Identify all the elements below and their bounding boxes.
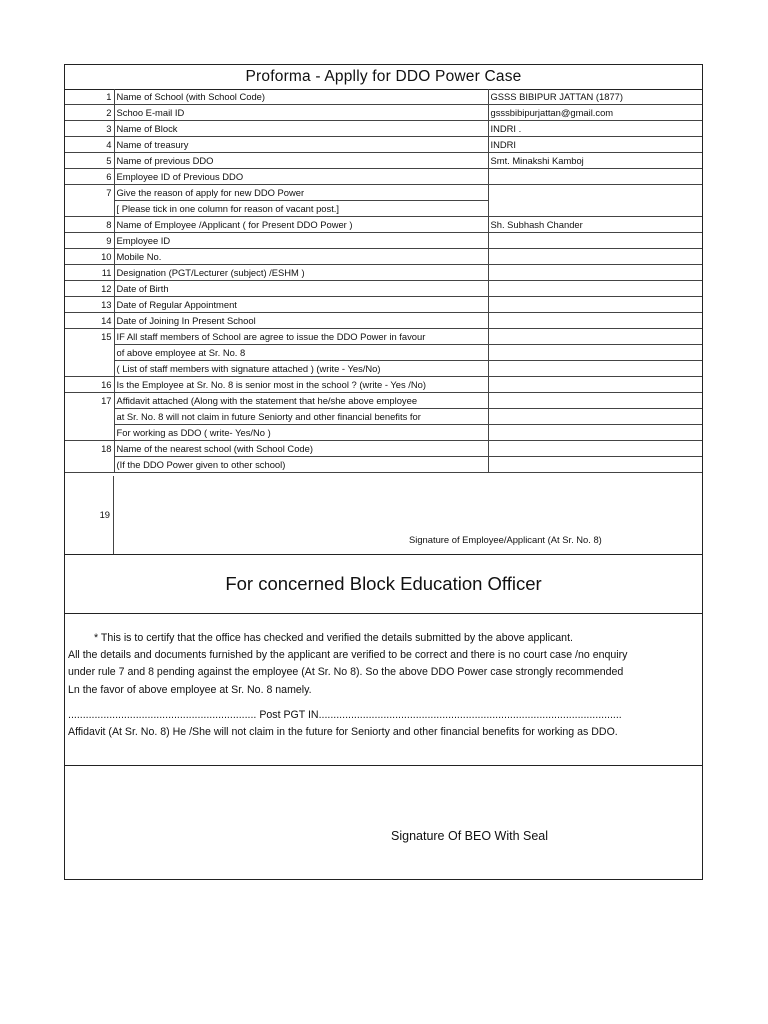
row-value: gsssbibipurjattan@gmail.com [488,105,702,121]
row-label: Name of the nearest school (with School Code) [114,441,488,457]
row-number: 15 [65,329,114,345]
row-value [488,329,702,345]
row-label: Date of Joining In Present School [114,313,488,329]
row-label: Name of treasury [114,137,488,153]
row-number: 3 [65,121,114,137]
row-label: [ Please tick in one column for reason of vacant post.] [114,201,488,217]
table-row [65,201,702,217]
table-row [65,137,702,153]
certificate-line: * This is to certify that the office has checked and verified the details submitted by the above applicant. [94,632,573,644]
row-label: (If the DDO Power given to other school) [114,457,488,473]
table-row [65,249,702,265]
row-value [488,409,702,425]
row-value [488,425,702,441]
row-label: Date of Birth [114,281,488,297]
row-number: 10 [65,249,114,265]
row-label: Designation (PGT/Lecturer (subject) /ESHM ) [114,265,488,281]
row-label: Name of School (with School Code) [114,89,488,105]
row-value [488,345,702,361]
row-value [488,201,702,217]
table-row [65,169,702,185]
applicant-signature-label: Signature of Employee/Applicant (At Sr. No. 8) [409,534,602,545]
row-label: at Sr. No. 8 will not claim in future Seniorty and other financial benefits for [114,409,488,425]
table-row [65,409,702,425]
row-value: Sh. Subhash Chander [488,217,702,233]
table-row [65,217,702,233]
row-label: Affidavit attached (Along with the statement that he/she above employee [114,393,488,409]
row-number: 11 [65,265,114,281]
certificate-line: Affidavit (At Sr. No. 8) He /She will not claim in the future for Seniorty and other financial benefits for working as DDO. [68,726,618,739]
row-number [65,361,114,377]
table-row [65,153,702,169]
row-number [65,425,114,441]
row-number: 19 [65,476,114,554]
beo-signature-label: Signature Of BEO With Seal [391,829,549,843]
row-number: 1 [65,89,114,105]
table-row [65,313,702,329]
row-number: 14 [65,313,114,329]
row-number [65,457,114,473]
row-number: 13 [65,297,114,313]
row-value [488,361,702,377]
row-label: Give the reason of apply for new DDO Power [114,185,488,201]
row-value: GSSS BIBIPUR JATTAN (1877) [488,89,702,105]
row-value: INDRI . [488,121,702,137]
row-value [488,185,702,201]
row-value [488,377,702,393]
table-row [65,233,702,249]
table-row [65,441,702,457]
table-row [65,121,702,137]
row-label: ( List of staff members with signature attached ) (write - Yes/No) [114,361,488,377]
row-value [488,297,702,313]
row-number: 16 [65,377,114,393]
table-row [65,377,702,393]
row-number: 8 [65,217,114,233]
row-label: For working as DDO ( write- Yes/No ) [114,425,488,441]
certificate-text [68,630,698,741]
row-value: Smt. Minakshi Kamboj [488,153,702,169]
row-label: Mobile No. [114,249,488,265]
table-row [65,425,702,441]
row-label: Schoo E-mail ID [114,105,488,121]
row-number: 18 [65,441,114,457]
row-label: Employee ID of Previous DDO [114,169,488,185]
certificate-line: ................................................................ Post PGT IN....................................................................................................... [68,708,622,721]
applicant-signature-row [65,476,702,555]
certificate-line: under rule 7 and 8 pending against the employee (At Sr. No 8). So the above DDO Power case strongly recommended [68,666,624,679]
beo-signature-box [65,765,702,880]
table-row [65,345,702,361]
row-number [65,409,114,425]
row-number: 4 [65,137,114,153]
row-label: IF All staff members of School are agree to issue the DDO Power in favour [114,329,488,345]
row-value [488,281,702,297]
row-label: Date of Regular Appointment [114,297,488,313]
row-number: 17 [65,393,114,409]
row-label: Name of Block [114,121,488,137]
row-number: 7 [65,185,114,201]
beo-section-heading: For concerned Block Education Officer [65,555,702,614]
table-row [65,265,702,281]
row-label: of above employee at Sr. No. 8 [114,345,488,361]
row-value [488,313,702,329]
form-title: Proforma - Applly for DDO Power Case [65,65,702,90]
row-label: Name of Employee /Applicant ( for Present DDO Power ) [114,217,488,233]
table-row [65,105,702,121]
ddo-proforma-form [64,64,703,880]
row-number [65,345,114,361]
table-row [65,457,702,473]
row-number: 6 [65,169,114,185]
row-number [65,201,114,217]
row-value: INDRI [488,137,702,153]
row-value [488,393,702,409]
row-number: 5 [65,153,114,169]
row-number: 9 [65,233,114,249]
table-row [65,361,702,377]
table-row [65,297,702,313]
table-row [65,329,702,345]
table-row [65,281,702,297]
row-value [488,249,702,265]
row-value [488,233,702,249]
row-value [488,441,702,457]
table-row [65,185,702,201]
row-label: Is the Employee at Sr. No. 8 is senior most in the school ? (write - Yes /No) [114,377,488,393]
row-number: 2 [65,105,114,121]
certificate-line: All the details and documents furnished by the applicant are verified to be correct and there is no court case /no enquiry [68,649,628,662]
details-table [65,89,702,473]
row-label: Employee ID [114,233,488,249]
table-row [65,89,702,105]
table-row [65,393,702,409]
row-label: Name of previous DDO [114,153,488,169]
row-number: 12 [65,281,114,297]
row-value [488,169,702,185]
row-value [488,265,702,281]
certificate-line: Ln the favor of above employee at Sr. No. 8 namely. [68,683,312,696]
row-value [488,457,702,473]
